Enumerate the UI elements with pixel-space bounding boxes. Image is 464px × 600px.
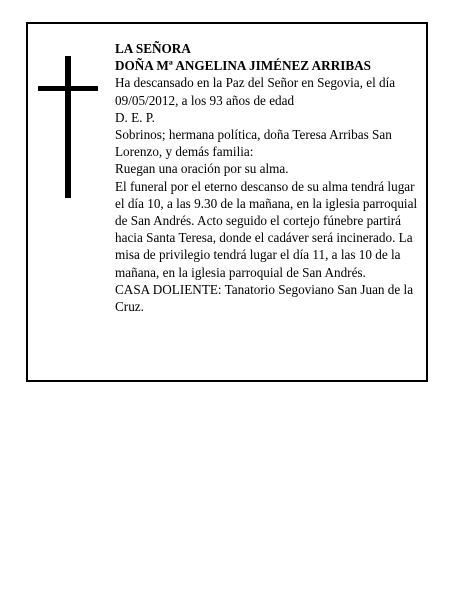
rest-in-peace: D. E. P. [115, 109, 155, 125]
cross-vertical-bar [65, 56, 71, 198]
obituary-notice [26, 22, 428, 382]
notice-title: LA SEÑORA [115, 41, 191, 56]
prayer-request: Ruegan una oración por su alma. [115, 161, 289, 177]
funeral-details: El funeral por el eterno descanso de su alma tendrá lugar el día 10, a las 9.30 de la mañana, en la iglesia parroquial de San Andrés. Acto seguido el cortejo fúnebre partirá hacia Santa Teresa, donde el cadáver será incinerado. La misa de privilegio tendrá lugar el día 11, a las 10 de la mañana, en la iglesia parroquial de San Andrés. [115, 178, 418, 280]
cross-horizontal-bar [38, 86, 98, 91]
deceased-name: DOÑA Mª ANGELINA JIMÉNEZ ARRIBAS [115, 58, 372, 74]
family-members: Sobrinos; hermana política, doña Teresa Arribas San Lorenzo, y demás familia: [115, 127, 392, 160]
notice-text [115, 40, 425, 315]
mourning-house: CASA DOLIENTE: Tanatorio Segoviano San Juan de la Cruz. [115, 281, 414, 315]
death-announcement: Ha descansado en la Paz del Señor en Segovia, el día 09/05/2012, a los 93 años de edad [115, 75, 396, 108]
latin-cross-icon [38, 56, 98, 198]
